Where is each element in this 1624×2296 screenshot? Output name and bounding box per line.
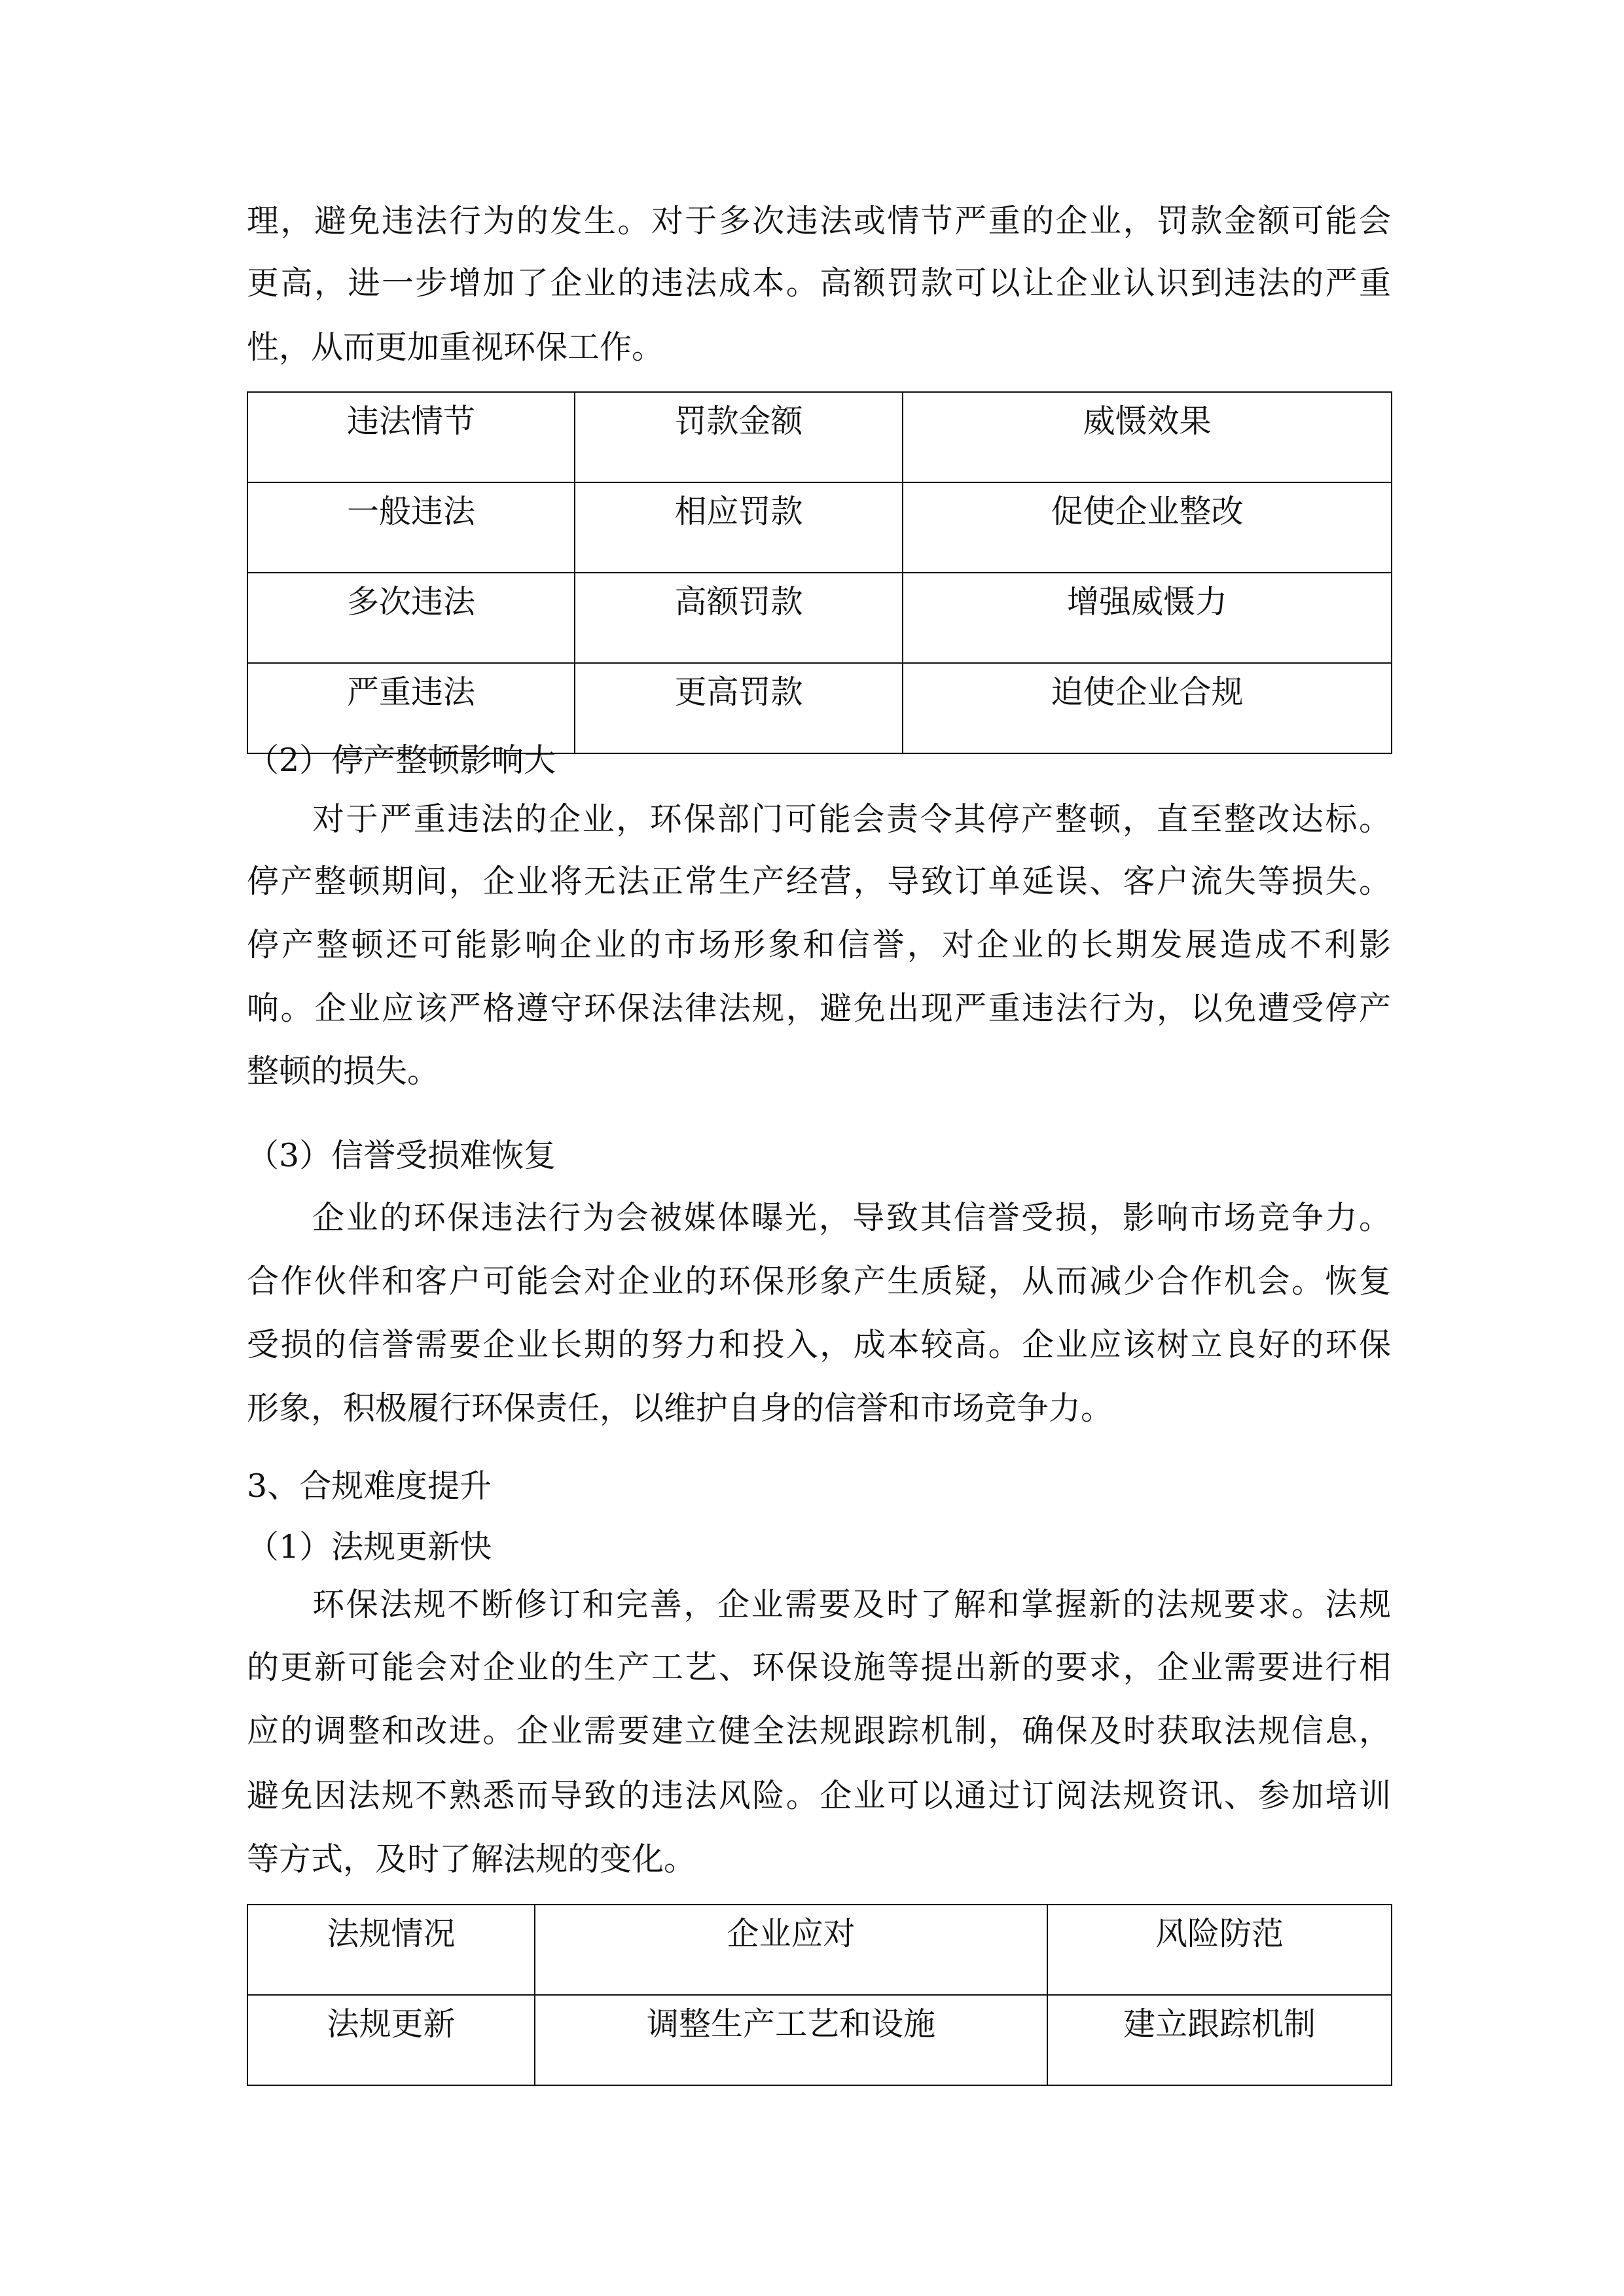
text-line: 企业的环保违法行为会被媒体曝光，导致其信誉受损，影响市场竞争力。 <box>312 1199 1391 1236</box>
table-cell: 迫使企业合规 <box>903 663 1392 753</box>
text-line: 合作伙伴和客户可能会对企业的环保形象产生质疑，从而减少合作机会。恢复 <box>247 1263 1391 1300</box>
table-cell: 相应罚款 <box>575 482 903 573</box>
table-header-cell: 风险防范 <box>1047 1905 1392 1995</box>
table-header-row <box>247 392 1392 482</box>
text-line: 形象，积极履行环保责任，以维护自身的信誉和市场竞争力。 <box>247 1390 1113 1427</box>
text-line: 应的调整和改进。企业需要建立健全法规跟踪机制，确保及时获取法规信息， <box>247 1712 1391 1749</box>
section-heading: （1）法规更新快 <box>247 1528 492 1566</box>
table-row <box>247 482 1392 573</box>
text-line: 更高，进一步增加了企业的违法成本。高额罚款可以让企业认识到违法的严重 <box>247 264 1391 302</box>
table-header-cell: 法规情况 <box>247 1905 535 1995</box>
section-heading: （2）停产整顿影响大 <box>247 742 556 779</box>
table-header-cell: 罚款金额 <box>575 392 903 482</box>
text-line: 的更新可能会对企业的生产工艺、环保设施等提出新的要求，企业需要进行相 <box>247 1649 1391 1686</box>
table-header-cell: 威慑效果 <box>903 392 1392 482</box>
table-cell: 法规更新 <box>247 1995 535 2085</box>
table-row <box>247 663 1392 753</box>
text-line: 对于严重违法的企业，环保部门可能会责令其停产整顿，直至整改达标。 <box>312 800 1391 838</box>
table-row <box>247 1995 1392 2085</box>
text-line: 理，避免违法行为的发生。对于多次违法或情节严重的企业，罚款金额可能会 <box>247 202 1391 240</box>
text-line: 等方式，及时了解法规的变化。 <box>247 1840 696 1878</box>
text-line: 性，从而更加重视环保工作。 <box>247 329 664 366</box>
table-cell: 一般违法 <box>247 482 575 573</box>
table-cell: 建立跟踪机制 <box>1047 1995 1392 2085</box>
part-heading: 3、合规难度提升 <box>247 1467 492 1505</box>
table-cell: 高额罚款 <box>575 573 903 663</box>
regulation-table <box>247 1904 1392 2086</box>
table-cell: 促使企业整改 <box>903 482 1392 573</box>
table-header-cell: 违法情节 <box>247 392 575 482</box>
table-row <box>247 573 1392 663</box>
text-line: 响。企业应该严格遵守环保法律法规，避免出现严重违法行为，以免遭受停产 <box>247 990 1391 1027</box>
section-heading: （3）信誉受损难恢复 <box>247 1137 556 1174</box>
text-line: 受损的信誉需要企业长期的努力和投入，成本较高。企业应该树立良好的环保 <box>247 1326 1391 1363</box>
table-cell: 多次违法 <box>247 573 575 663</box>
table-cell: 更高罚款 <box>575 663 903 753</box>
text-line: 避免因法规不熟悉而导致的违法风险。企业可以通过订阅法规资讯、参加培训 <box>247 1777 1391 1814</box>
text-line: 整顿的损失。 <box>247 1052 440 1090</box>
table-cell: 调整生产工艺和设施 <box>535 1995 1047 2085</box>
table-header-row <box>247 1905 1392 1995</box>
table-cell: 严重违法 <box>247 663 575 753</box>
text-line: 环保法规不断修订和完善，企业需要及时了解和掌握新的法规要求。法规 <box>312 1586 1391 1623</box>
text-line: 停产整顿还可能影响企业的市场形象和信誉，对企业的长期发展造成不利影 <box>247 926 1391 963</box>
table-header-cell: 企业应对 <box>535 1905 1047 1995</box>
text-line: 停产整顿期间，企业将无法正常生产经营，导致订单延误、客户流失等损失。 <box>247 863 1391 900</box>
penalty-table <box>247 391 1392 754</box>
table-cell: 增强威慑力 <box>903 573 1392 663</box>
